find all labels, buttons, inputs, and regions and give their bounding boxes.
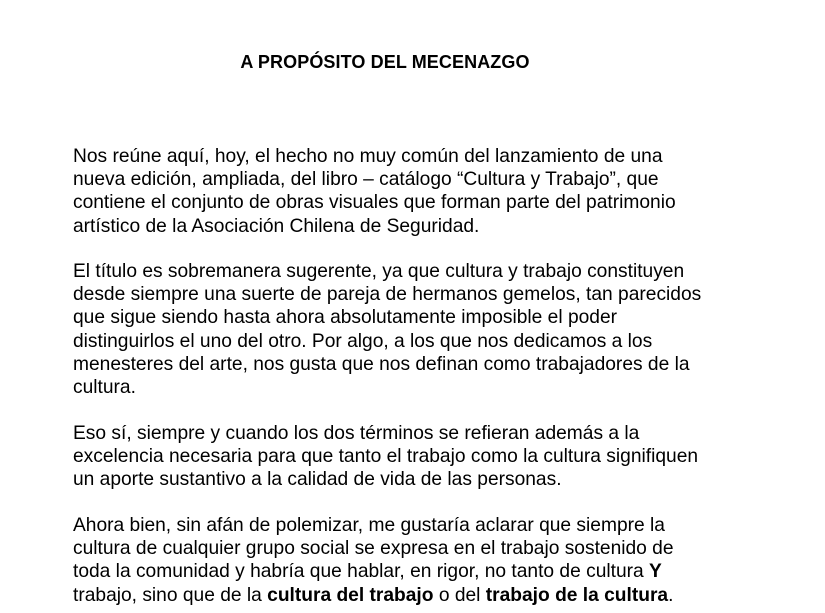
text-run: . bbox=[668, 584, 674, 606]
bold-text-run: cultura del trabajo bbox=[267, 584, 434, 606]
bold-text-run: Y bbox=[649, 561, 662, 583]
paragraph-3 bbox=[73, 422, 753, 492]
bold-text-run: trabajo de la cultura bbox=[485, 584, 669, 606]
paragraph-line: menesteres del arte, nos gusta que nos definan como trabajadores de la bbox=[73, 353, 690, 375]
paragraph-line: que sigue siendo hasta ahora absolutamente imposible el poder bbox=[73, 307, 618, 329]
paragraph-line: contiene el conjunto de obras visuales que forman parte del patrimonio bbox=[73, 192, 676, 214]
paragraph-line: desde siempre una suerte de pareja de hermanos gemelos, tan parecidos bbox=[73, 284, 702, 306]
text-run: o del bbox=[433, 584, 486, 606]
document-title: A PROPÓSITO DEL MECENAZGO bbox=[240, 52, 530, 72]
paragraph-line: cultura. bbox=[73, 377, 136, 399]
paragraph-line: El título es sobremanera sugerente, ya que cultura y trabajo constituyen bbox=[73, 261, 685, 282]
paragraph-line: excelencia necesaria para que tanto el trabajo como la cultura signifiquen bbox=[73, 446, 699, 468]
paragraph-line: Nos reúne aquí, hoy, el hecho no muy común del lanzamiento de una bbox=[73, 146, 663, 167]
text-run: trabajo, sino que de la bbox=[73, 584, 268, 606]
text-run: toda la comunidad y habría que hablar, en rigor, no tanto de cultura bbox=[73, 561, 650, 583]
paragraph-line: nueva edición, ampliada, del libro – catálogo “Cultura y Trabajo”, que bbox=[73, 169, 659, 191]
paragraph-line: Eso sí, siempre y cuando los dos términos se refieran además a la bbox=[73, 423, 640, 444]
paragraph-line: Ahora bien, sin afán de polemizar, me gustaría aclarar que siempre la bbox=[73, 515, 665, 536]
paragraph-4 bbox=[73, 514, 753, 607]
paragraph-1 bbox=[73, 145, 753, 238]
paragraph-line: distinguirlos el uno del otro. Por algo, a los que nos dedicamos a los bbox=[73, 330, 653, 352]
paragraph-line: un aporte sustantivo a la calidad de vida de las personas. bbox=[73, 469, 562, 491]
paragraph-line bbox=[73, 584, 753, 607]
paragraph-line bbox=[73, 560, 753, 583]
paragraph-line: artístico de la Asociación Chilena de Seguridad. bbox=[73, 215, 480, 237]
paragraph-2 bbox=[73, 260, 753, 399]
paragraph-line: cultura de cualquier grupo social se expresa en el trabajo sostenido de bbox=[73, 538, 674, 560]
